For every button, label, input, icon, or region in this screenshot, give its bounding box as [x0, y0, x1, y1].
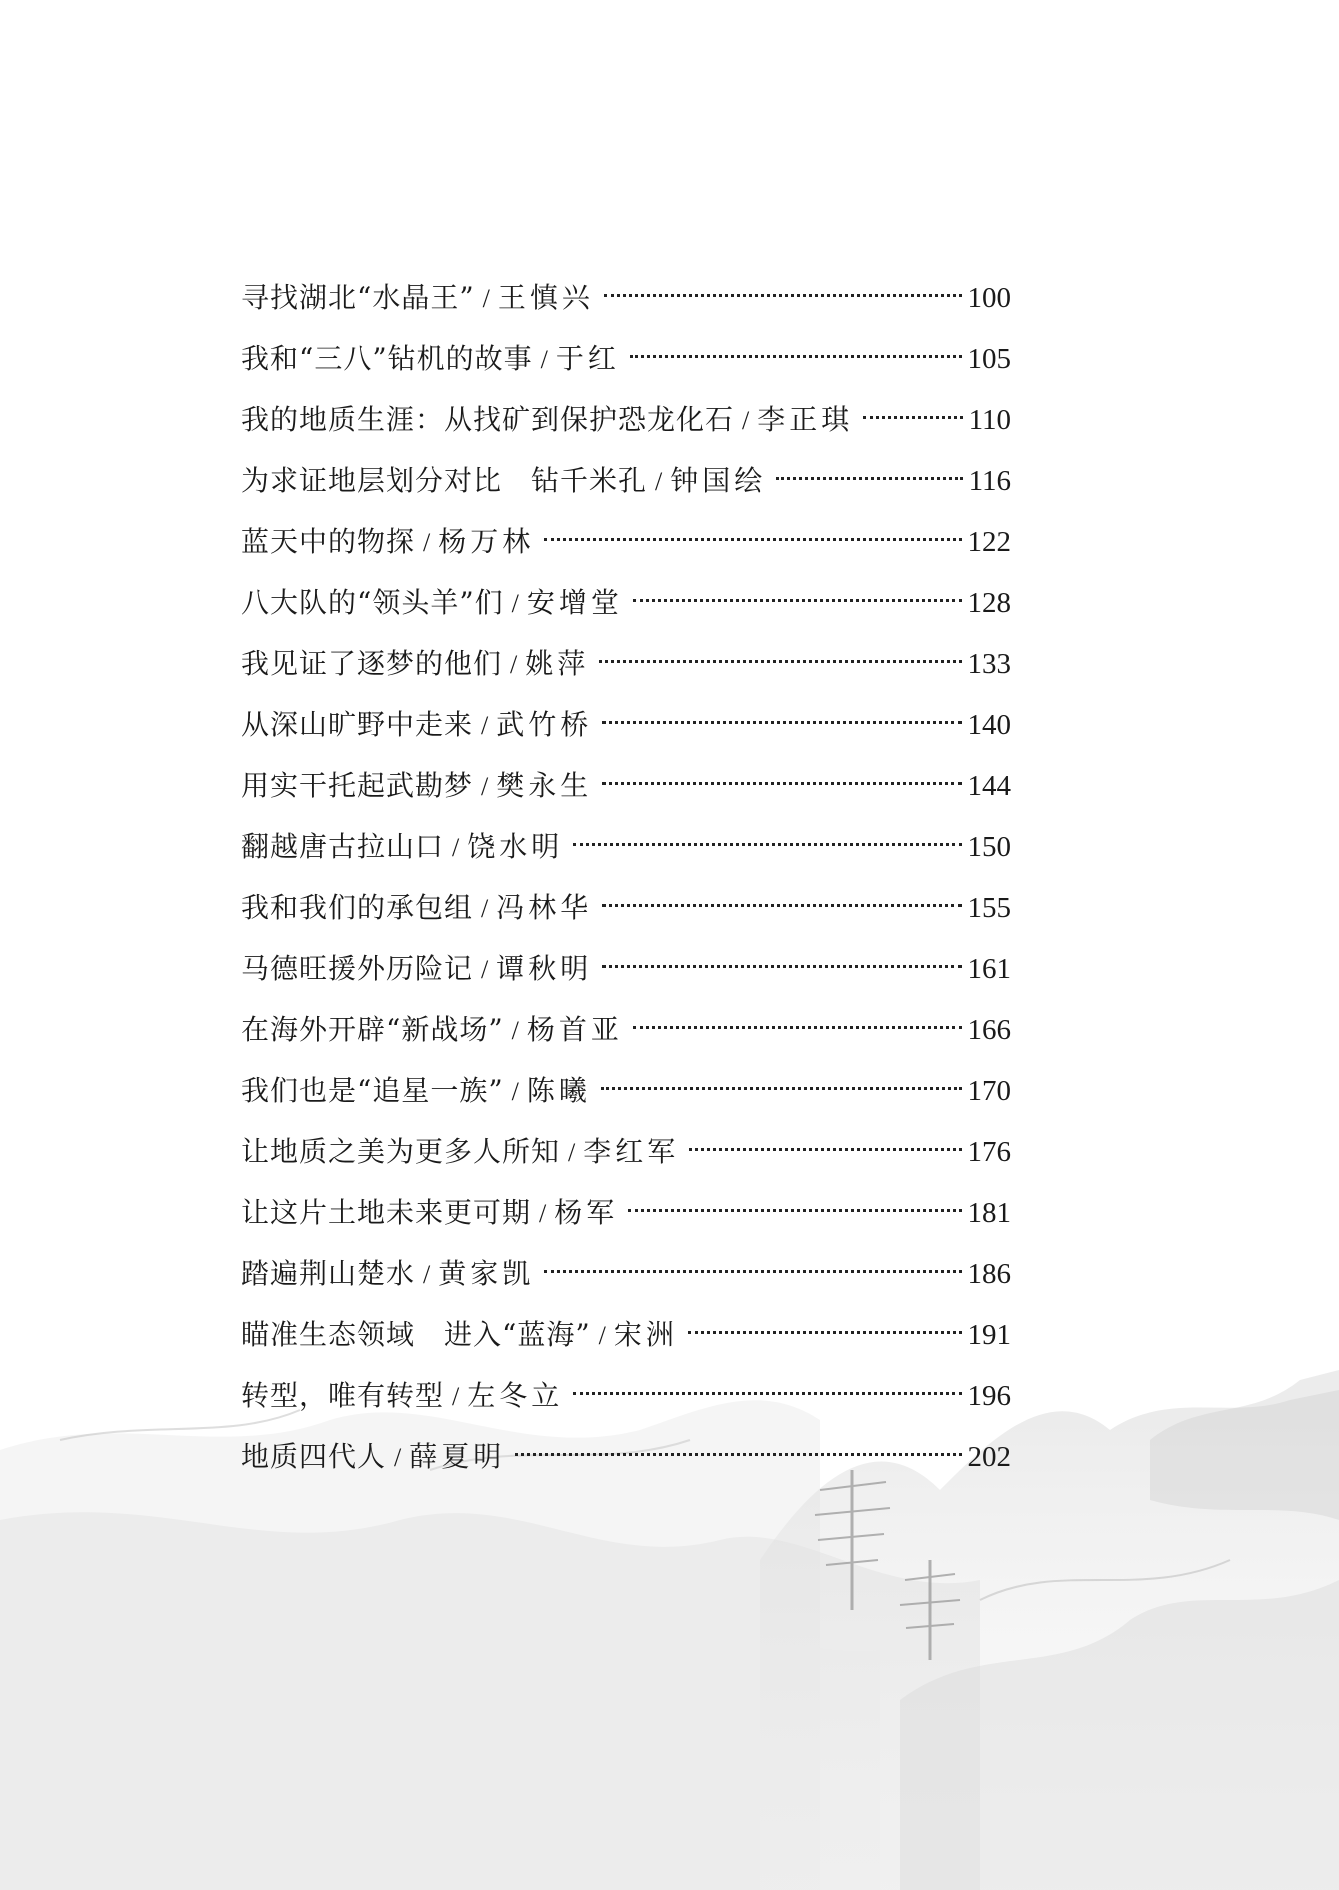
toc-entry[interactable] [241, 1437, 1011, 1498]
toc-entry-dot-leader [544, 538, 961, 541]
toc-entry-separator: / [481, 772, 489, 801]
toc-entry-separator: / [598, 1321, 606, 1350]
toc-entry-author: 于红 [555, 342, 620, 375]
toc-entry-author: 安增堂 [526, 586, 623, 619]
toc-entry-separator: / [481, 894, 489, 923]
toc-entry[interactable] [241, 522, 1011, 583]
toc-entry-title: 转型，唯有转型 [241, 1379, 445, 1412]
toc-entry[interactable] [241, 1193, 1011, 1254]
toc-entry-page-number: 170 [967, 1075, 1011, 1107]
toc-entry-author: 黄家凯 [438, 1257, 535, 1290]
toc-entry-page-number: 166 [967, 1014, 1011, 1046]
toc-entry[interactable] [241, 461, 1011, 522]
toc-entry-dot-leader [599, 660, 961, 663]
toc-entry-author: 李红军 [583, 1135, 680, 1168]
toc-entry-author: 杨军 [554, 1196, 619, 1229]
toc-entry[interactable] [241, 1132, 1011, 1193]
toc-entry-dot-leader [630, 355, 962, 358]
table-of-contents [241, 278, 1011, 1498]
toc-entry[interactable] [241, 339, 1011, 400]
toc-entry-dot-leader [689, 1148, 961, 1151]
toc-entry-dot-leader [628, 1209, 961, 1212]
toc-entry[interactable] [241, 1071, 1011, 1132]
toc-entry-separator: / [423, 528, 431, 557]
toc-entry-page-number: 110 [968, 404, 1011, 436]
toc-entry[interactable] [241, 1254, 1011, 1315]
toc-entry-separator: / [481, 711, 489, 740]
toc-entry-separator: / [655, 467, 663, 496]
toc-entry-title: 瞄准生态领域 进入“蓝海” [241, 1318, 591, 1351]
toc-entry[interactable] [241, 888, 1011, 949]
toc-entry-separator: / [452, 833, 460, 862]
toc-entry-dot-leader [863, 416, 962, 419]
toc-entry-title: 从深山旷野中走来 [241, 708, 474, 741]
toc-entry-page-number: 176 [967, 1136, 1011, 1168]
toc-entry-author: 王慎兴 [497, 281, 594, 314]
toc-entry-dot-leader [573, 843, 961, 846]
toc-entry-title: 我见证了逐梦的他们 [241, 647, 503, 680]
toc-entry-title: 让这片土地未来更可期 [241, 1196, 532, 1229]
toc-entry-separator: / [394, 1443, 402, 1472]
toc-entry[interactable] [241, 400, 1011, 461]
toc-entry-dot-leader [633, 1026, 962, 1029]
toc-entry-page-number: 144 [967, 770, 1011, 802]
toc-entry-separator: / [540, 345, 548, 374]
toc-entry-page-number: 116 [968, 465, 1011, 497]
toc-entry-dot-leader [601, 1087, 962, 1090]
toc-entry-page-number: 100 [967, 282, 1011, 314]
toc-entry-title: 踏遍荆山楚水 [241, 1257, 416, 1290]
toc-entry-title: 寻找湖北“水晶王” [241, 281, 475, 314]
toc-entry-dot-leader [688, 1331, 962, 1334]
toc-entry[interactable] [241, 583, 1011, 644]
toc-entry[interactable] [241, 766, 1011, 827]
toc-entry-separator: / [482, 284, 490, 313]
toc-entry-author: 武竹桥 [496, 708, 593, 741]
toc-entry-page-number: 155 [967, 892, 1011, 924]
toc-entry-title: 让地质之美为更多人所知 [241, 1135, 561, 1168]
toc-entry-author: 钟国绘 [670, 464, 767, 497]
toc-entry-dot-leader [515, 1453, 961, 1456]
toc-entry-title: 马德旺援外历险记 [241, 952, 474, 985]
toc-entry[interactable] [241, 278, 1011, 339]
toc-entry-author: 陈曦 [526, 1074, 591, 1107]
toc-entry[interactable] [241, 1010, 1011, 1071]
toc-entry-page-number: 196 [967, 1380, 1011, 1412]
toc-entry-separator: / [510, 650, 518, 679]
toc-entry-author: 左冬立 [467, 1379, 564, 1412]
toc-entry-separator: / [511, 589, 519, 618]
toc-entry-dot-leader [573, 1392, 961, 1395]
toc-entry-page-number: 191 [967, 1319, 1011, 1351]
toc-entry[interactable] [241, 705, 1011, 766]
toc-entry-dot-leader [604, 294, 962, 297]
toc-entry-author: 杨首亚 [526, 1013, 623, 1046]
toc-entry-dot-leader [602, 721, 961, 724]
toc-entry-page-number: 202 [967, 1441, 1011, 1473]
toc-entry-title: 蓝天中的物探 [241, 525, 416, 558]
toc-entry-author: 李正琪 [757, 403, 854, 436]
toc-entry[interactable] [241, 827, 1011, 888]
toc-entry-author: 宋洲 [613, 1318, 678, 1351]
toc-entry-page-number: 161 [967, 953, 1011, 985]
toc-entry-page-number: 181 [967, 1197, 1011, 1229]
toc-entry-author: 樊永生 [496, 769, 593, 802]
toc-entry-author: 冯林华 [496, 891, 593, 924]
toc-entry[interactable] [241, 1315, 1011, 1376]
toc-entry-dot-leader [633, 599, 962, 602]
toc-entry-title: 为求证地层划分对比 钻千米孔 [241, 464, 648, 497]
toc-entry[interactable] [241, 949, 1011, 1010]
toc-entry-page-number: 128 [967, 587, 1011, 619]
toc-entry-page-number: 122 [967, 526, 1011, 558]
toc-entry-separator: / [481, 955, 489, 984]
toc-entry-page-number: 186 [967, 1258, 1011, 1290]
toc-entry-separator: / [539, 1199, 547, 1228]
toc-entry-dot-leader [776, 477, 962, 480]
toc-entry-title: 翻越唐古拉山口 [241, 830, 445, 863]
toc-entry-title: 我们也是“追星一族” [241, 1074, 504, 1107]
toc-entry-dot-leader [602, 782, 961, 785]
toc-entry-title: 八大队的“领头羊”们 [241, 586, 504, 619]
toc-entry-separator: / [423, 1260, 431, 1289]
toc-entry-title: 在海外开辟“新战场” [241, 1013, 504, 1046]
toc-entry-separator: / [511, 1016, 519, 1045]
toc-entry-page-number: 105 [967, 343, 1011, 375]
toc-entry-title: 我的地质生涯：从找矿到保护恐龙化石 [241, 403, 735, 436]
toc-entry-separator: / [568, 1138, 576, 1167]
toc-entry-title: 用实干托起武勘梦 [241, 769, 474, 802]
toc-entry-author: 谭秋明 [496, 952, 593, 985]
toc-entry-page-number: 140 [967, 709, 1011, 741]
toc-entry-dot-leader [602, 904, 961, 907]
toc-entry-author: 姚萍 [525, 647, 590, 680]
toc-entry-page-number: 133 [967, 648, 1011, 680]
toc-entry-separator: / [742, 406, 750, 435]
toc-entry-author: 杨万林 [438, 525, 535, 558]
toc-entry-dot-leader [544, 1270, 961, 1273]
toc-entry-author: 饶水明 [467, 830, 564, 863]
toc-entry-dot-leader [602, 965, 961, 968]
toc-entry[interactable] [241, 644, 1011, 705]
toc-entry-separator: / [452, 1382, 460, 1411]
toc-entry-title: 我和我们的承包组 [241, 891, 474, 924]
toc-entry-page-number: 150 [967, 831, 1011, 863]
toc-entry-title: 我和“三八”钻机的故事 [241, 342, 533, 375]
toc-entry[interactable] [241, 1376, 1011, 1437]
toc-entry-author: 薛夏明 [409, 1440, 506, 1473]
toc-entry-title: 地质四代人 [241, 1440, 387, 1473]
toc-entry-separator: / [511, 1077, 519, 1106]
